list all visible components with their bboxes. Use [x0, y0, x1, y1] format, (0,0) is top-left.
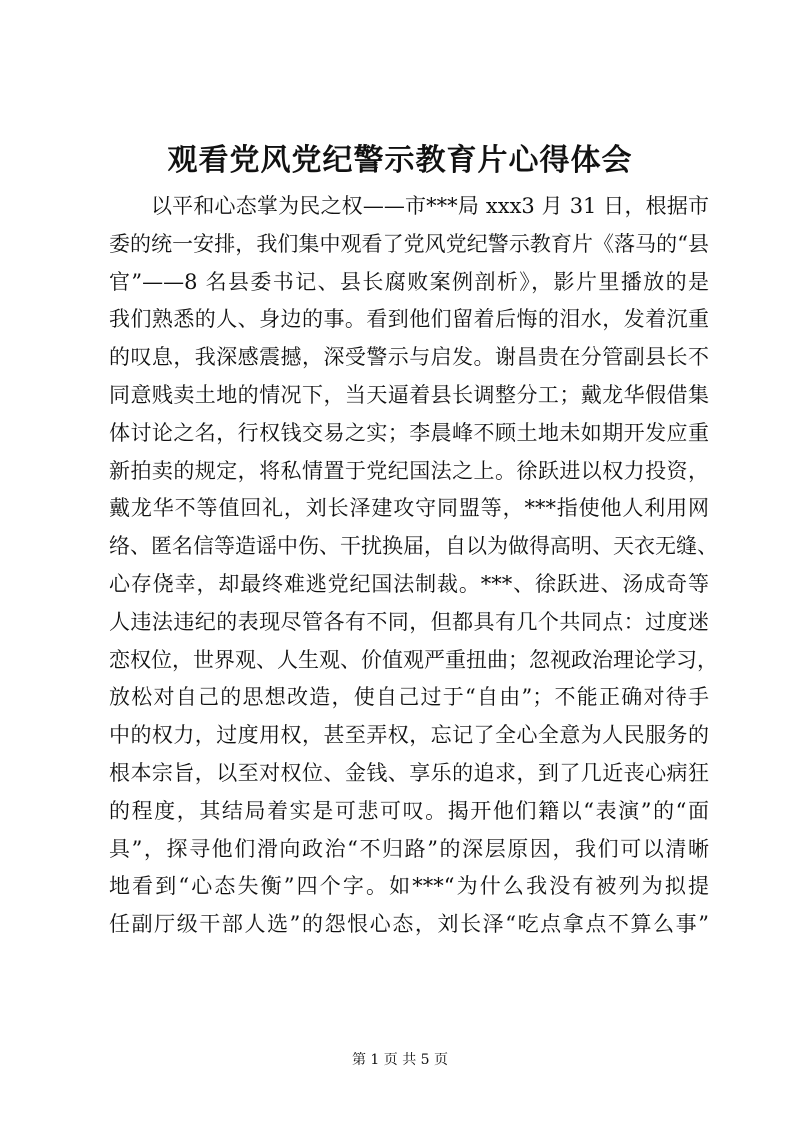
body-line: 的叹息，我深感震撼，深受警示与启发。谢昌贵在分管副县长不 — [109, 345, 709, 370]
body-line: 人违法违纪的表现尽管各有不同，但都具有几个共同点：过度迷 — [109, 609, 709, 634]
body-line: 官”——8 名县委书记、县长腐败案例剖析》，影片里播放的是 — [109, 269, 709, 294]
document-body — [109, 188, 718, 944]
body-line: 的程度，其结局着实是可悲可叹。揭开他们籍以“表演”的“面 — [109, 798, 709, 823]
body-line: 新拍卖的规定，将私情置于党纪国法之上。徐跃进以权力投资， — [109, 458, 709, 483]
body-line: 任副厅级干部人选”的怨恨心态，刘长泽“吃点拿点不算么事” — [109, 912, 709, 937]
body-line: 恋权位，世界观、人生观、价值观严重扭曲；忽视政治理论学习， — [109, 647, 718, 672]
body-line: 根本宗旨，以至对权位、金钱、享乐的追求，到了几近丧心病狂 — [109, 760, 709, 785]
body-line: 地看到“心态失衡”四个字。如***“为什么我没有被列为拟提 — [109, 874, 709, 899]
body-line: 放松对自己的思想改造，使自己过于“自由”；不能正确对待手 — [109, 685, 709, 710]
body-line: 体讨论之名，行权钱交易之实；李晨峰不顾土地未如期开发应重 — [109, 420, 709, 445]
body-line: 络、匿名信等造谣中伤、干扰换届，自以为做得高明、天衣无缝、 — [109, 534, 718, 559]
body-line: 戴龙华不等值回礼，刘长泽建攻守同盟等，***指使他人利用网 — [109, 496, 709, 521]
document-title: 观看党风党纪警示教育片心得体会 — [167, 143, 633, 178]
body-line: 委的统一安排，我们集中观看了党风党纪警示教育片《落马的“县 — [109, 231, 709, 256]
body-line: 中的权力，过度用权，甚至弄权，忘记了全心全意为人民服务的 — [109, 723, 709, 748]
body-line: 我们熟悉的人、身边的事。看到他们留着后悔的泪水，发着沉重 — [109, 307, 709, 332]
body-line: 心存侥幸，却最终难逃党纪国法制裁。***、徐跃进、汤成奇等 — [109, 571, 709, 596]
body-line: 以平和心态掌为民之权——市***局 xxx3 月 31 日，根据市 — [151, 194, 709, 218]
page-number-footer: 第 1 页 共 5 页 — [351, 1052, 449, 1068]
body-line: 同意贱卖土地的情况下，当天逼着县长调整分工；戴龙华假借集 — [109, 382, 709, 407]
body-line: 具”，探寻他们滑向政治“不归路”的深层原因，我们可以清晰 — [109, 836, 709, 861]
